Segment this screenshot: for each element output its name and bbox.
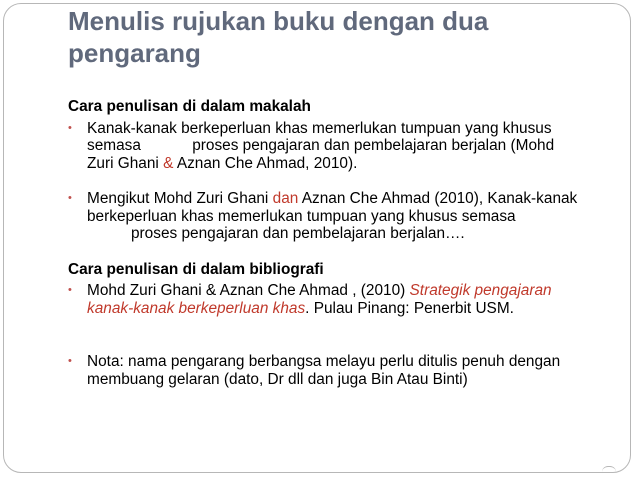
bullet-text: Zuri Ghani	[87, 154, 159, 172]
bullet-icon: •	[68, 192, 72, 204]
bibliografi-bullet-2	[68, 353, 608, 388]
bullet-text: Nota: nama pengarang berbangsa melayu perlu ditulis penuh dengan	[87, 353, 561, 370]
bullet-text: Aznan Che Ahmad (2010), Kanak-kanak	[301, 190, 578, 207]
bullet-text: proses pengajaran dan pembelajaran berjalan (Mohd	[192, 137, 555, 154]
bullet-text: membuang gelaran (dato, Dr dll dan juga Bin Atau Binti)	[87, 370, 468, 388]
bullet-text: Kanak-kanak berkeperluan khas memerlukan tumpuan yang khusus	[87, 119, 552, 137]
bullet-line	[87, 137, 608, 155]
highlight-dan: dan	[272, 190, 299, 207]
bullet-text: Aznan Che Ahmad, 2010).	[176, 154, 358, 172]
bullet-line	[87, 190, 608, 208]
bullet-icon: •	[68, 284, 72, 296]
bibliografi-bullet-1	[68, 282, 608, 317]
highlight-ampersand: &	[163, 154, 174, 172]
makalah-bullet-2	[68, 190, 608, 243]
bullet-text: Mengikut Mohd Zuri Ghani	[87, 190, 269, 207]
bullet-text: Mohd Zuri Ghani & Aznan Che Ahmad , (2010)	[87, 282, 406, 299]
bullet-text: berkeperluan khas memerlukan tumpuan yang khusus semasa	[87, 207, 516, 225]
makalah-heading: Cara penulisan di dalam makalah	[68, 98, 311, 115]
bullet-line	[87, 225, 608, 243]
bullet-line	[87, 353, 608, 371]
book-title: kanak-kanak berkeperluan khas	[87, 299, 306, 317]
bullet-line	[87, 208, 608, 226]
bullet-line	[87, 120, 608, 138]
bibliografi-heading: Cara penulisan di dalam bibliografi	[68, 260, 324, 278]
bullet-line	[87, 155, 608, 173]
makalah-bullet-1	[68, 120, 608, 173]
bullet-line	[87, 282, 608, 300]
bullet-text: . Pulau Pinang: Penerbit USM.	[305, 299, 514, 317]
bullet-text: proses pengajaran dan pembelajaran berjalan….	[131, 225, 465, 242]
slide-content	[68, 98, 608, 388]
bullet-line	[87, 371, 608, 389]
slide-corner-mark	[602, 466, 616, 475]
slide-title: Menulis rujukan buku dengan dua pengarang	[68, 6, 489, 68]
book-title: Strategik pengajaran	[409, 282, 552, 299]
bullet-line	[87, 300, 608, 318]
bullet-icon: •	[68, 355, 72, 367]
bullet-icon: •	[68, 121, 72, 134]
bullet-text: semasa	[87, 137, 141, 154]
